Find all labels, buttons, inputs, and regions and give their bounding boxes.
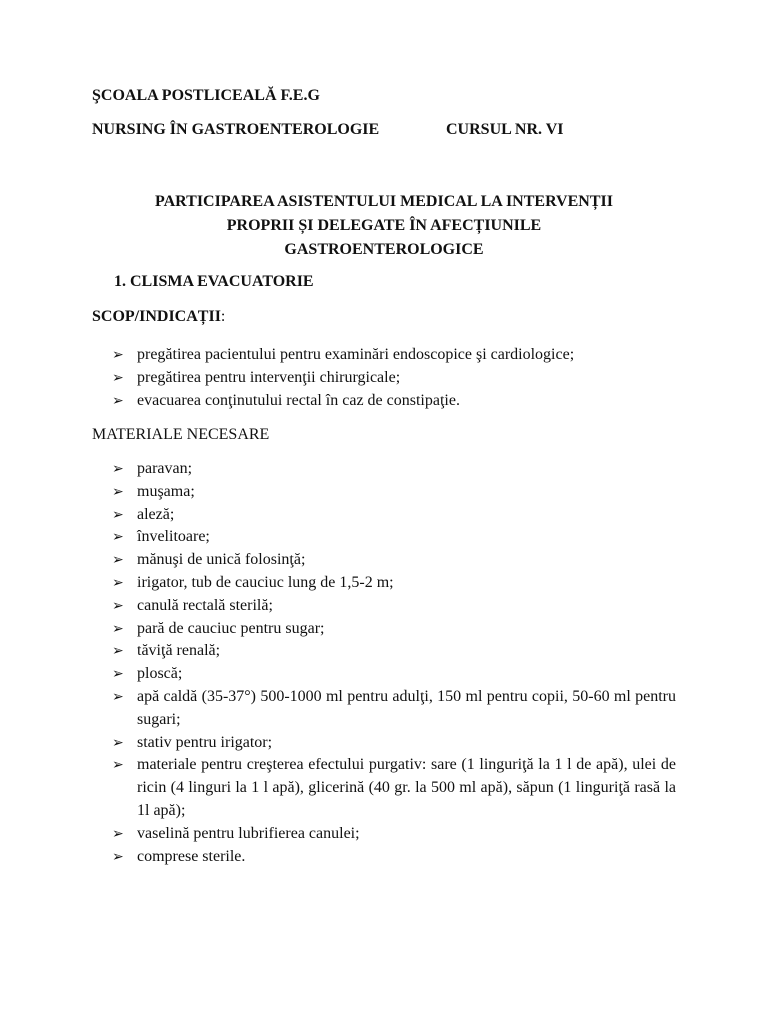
- list-item: ➢ mănuşi de unică folosinţă;: [112, 549, 676, 572]
- arrow-bullet-icon: ➢: [112, 597, 124, 614]
- materiale-heading: MATERIALE NECESARE: [92, 426, 270, 443]
- list-item: ➢ paravan;: [112, 458, 676, 481]
- list-item: ➢ materiale pentru creşterea efectului purgativ: sare (1 linguriţă la 1 l de apă), ulei de ricin (4 linguri la 1 l apă), glicerină (40 gr. la 500 ml apă), săpun (1 linguriţă rasă la 1l apă);: [112, 756, 676, 819]
- list-item: ➢ stativ pentru irigator;: [112, 732, 676, 755]
- scop-list: [112, 344, 676, 412]
- arrow-bullet-icon: ➢: [112, 574, 124, 591]
- scop-label: SCOP/INDICAȚII: [92, 308, 221, 325]
- school-name: ŞCOALA POSTLICEALĂ F.E.G: [92, 87, 320, 104]
- arrow-bullet-icon: ➢: [112, 529, 124, 546]
- list-item: ➢ canulă rectală sterilă;: [112, 595, 676, 618]
- list-item: ➢ pară de cauciuc pentru sugar;: [112, 618, 676, 641]
- arrow-bullet-icon: ➢: [112, 483, 124, 500]
- list-item: ➢ muşama;: [112, 481, 676, 504]
- list-item: ➢ evacuarea conţinutului rectal în caz de constipaţie.: [112, 390, 676, 413]
- arrow-bullet-icon: ➢: [112, 552, 124, 569]
- arrow-bullet-icon: ➢: [112, 848, 124, 865]
- arrow-bullet-icon: ➢: [112, 757, 124, 774]
- list-item: ➢ apă caldă (35-37°) 500-1000 ml pentru adulţi, 150 ml pentru copii, 50-60 ml pentru sugari;: [112, 687, 676, 728]
- title-line: PARTICIPAREA ASISTENTULUI MEDICAL LA INTERVENȚII: [155, 193, 613, 210]
- list-item: ➢ ploscă;: [112, 663, 676, 686]
- list-item: ➢ pregătirea pacientului pentru examinări endoscopice şi cardiologice;: [112, 344, 676, 367]
- section-heading: 1. CLISMA EVACUATORIE: [114, 273, 314, 290]
- arrow-bullet-icon: ➢: [112, 643, 124, 660]
- materiale-list: [112, 458, 676, 868]
- scop-colon: :: [220, 308, 226, 325]
- arrow-bullet-icon: ➢: [112, 688, 124, 705]
- arrow-bullet-icon: ➢: [112, 620, 124, 637]
- course-title: NURSING ÎN GASTROENTEROLOGIE: [92, 121, 380, 138]
- arrow-bullet-icon: ➢: [112, 461, 124, 477]
- arrow-bullet-icon: ➢: [112, 825, 124, 842]
- list-item: ➢ aleză;: [112, 504, 676, 527]
- list-item: ➢ irigator, tub de cauciuc lung de 1,5-2 m;: [112, 572, 676, 595]
- title-line: PROPRII ȘI DELEGATE ÎN AFECȚIUNILE: [226, 217, 542, 234]
- document-title: [92, 190, 676, 262]
- list-item: ➢ pregătirea pentru intervenţii chirurgicale;: [112, 367, 676, 390]
- arrow-bullet-icon: ➢: [112, 369, 124, 386]
- list-item: ➢ comprese sterile.: [112, 846, 676, 869]
- arrow-bullet-icon: ➢: [112, 392, 124, 409]
- arrow-bullet-icon: ➢: [112, 666, 124, 683]
- arrow-bullet-icon: ➢: [112, 347, 124, 363]
- title-line: GASTROENTEROLOGICE: [284, 241, 484, 258]
- arrow-bullet-icon: ➢: [112, 734, 124, 751]
- list-item: ➢ vaselină pentru lubrifierea canulei;: [112, 823, 676, 846]
- list-item: ➢ învelitoare;: [112, 526, 676, 549]
- list-item: ➢ tăviţă renală;: [112, 640, 676, 663]
- arrow-bullet-icon: ➢: [112, 506, 124, 523]
- course-number: CURSUL NR. VI: [446, 121, 564, 138]
- scop-heading: [92, 307, 225, 327]
